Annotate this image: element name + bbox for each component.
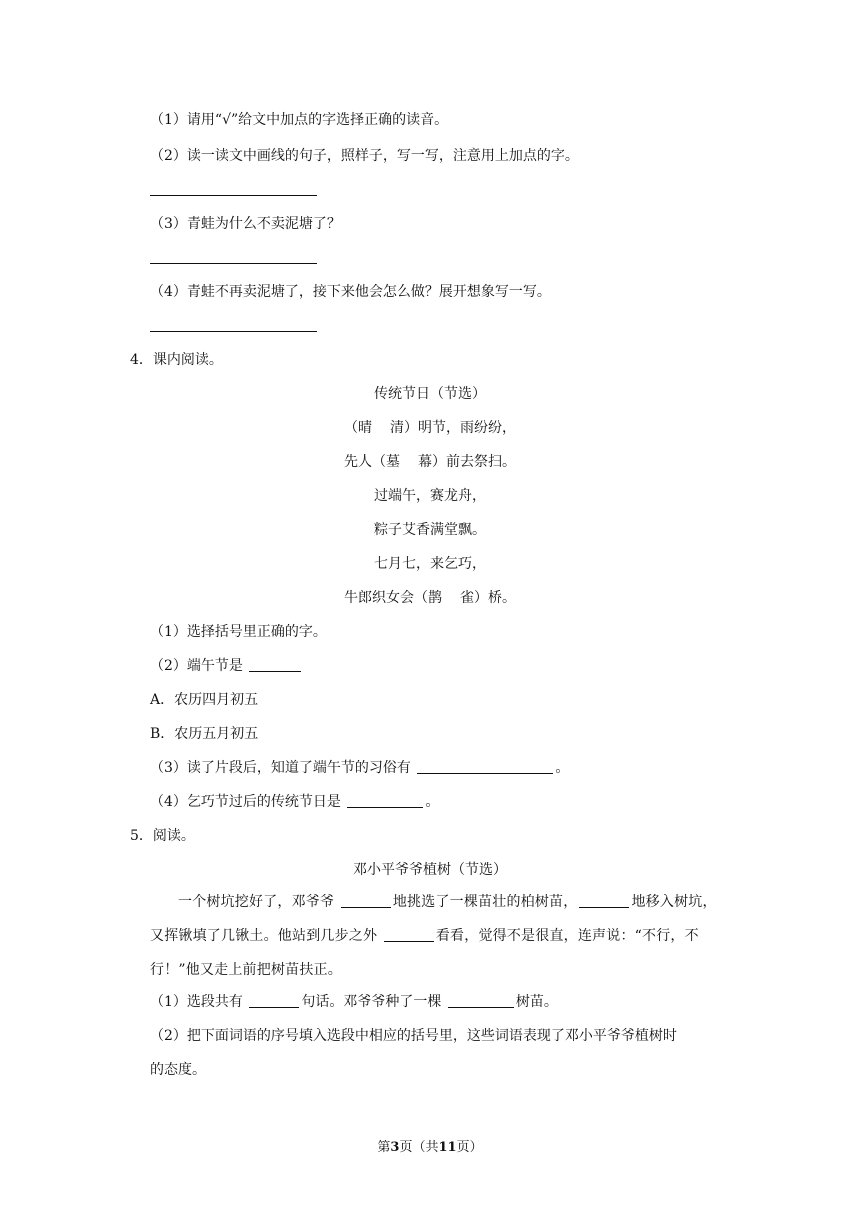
q4-sub3-text: （3）读了片段后，知道了端午节的习俗有 <box>150 760 411 776</box>
passage-text: 地移入树坑， <box>631 894 717 910</box>
passage-line-3: 行！”他又走上前把树苗扶正。 <box>150 962 342 978</box>
poem-line-4: 粽子艾香满堂飘。 <box>374 522 486 538</box>
q4-sub1: （1）选择括号里正确的字。 <box>150 624 327 640</box>
q3-sub2: （2）读一读文中画线的句子，照样子，写一写，注意用上加点的字。 <box>150 148 579 164</box>
q5-sub1 <box>150 992 558 1012</box>
passage-line-2 <box>150 926 699 946</box>
q3-sub1: （1）请用“√”给文中加点的字选择正确的读音。 <box>150 112 449 128</box>
page-number: 3 <box>390 1140 400 1155</box>
answer-blank[interactable] <box>347 793 423 808</box>
page-total: 11 <box>438 1140 457 1155</box>
q5-sub2: （2）把下面词语的序号填入选段中相应的括号里，这些词语表现了邓小平爷爷植树时 <box>150 1028 677 1044</box>
poem-line-3: 过端午，赛龙舟， <box>374 488 486 504</box>
passage-line-1 <box>178 892 717 912</box>
q4-heading: 4．课内阅读。 <box>130 352 223 368</box>
q5-sub1-text: 树苗。 <box>515 994 558 1010</box>
footer-text: 页） <box>456 1140 483 1155</box>
q4-sub3-end: 。 <box>555 760 570 776</box>
footer-text: 页（共 <box>399 1140 439 1155</box>
q3-sub4: （4）青蛙不再卖泥塘了，接下来他会怎么做？展开想象写一写。 <box>150 284 551 300</box>
answer-line[interactable] <box>150 263 317 264</box>
passage-title: 邓小平爷爷植树（节选） <box>353 862 507 878</box>
poem-title: 传统节日（节选） <box>374 386 486 402</box>
poem-line-2-choice: 先人（墓 <box>344 454 400 470</box>
q3-sub3: （3）青蛙为什么不卖泥塘了？ <box>150 216 341 232</box>
answer-blank[interactable] <box>341 893 391 908</box>
q4-sub4 <box>150 792 439 812</box>
answer-line[interactable] <box>150 195 317 196</box>
answer-blank[interactable] <box>448 993 514 1008</box>
answer-line[interactable] <box>150 331 317 332</box>
passage-text: 看看，觉得不是很直，连声说：“不行，不 <box>435 928 699 944</box>
answer-blank[interactable] <box>249 657 301 672</box>
poem-line-1-rest: 清）明节，雨纷纷， <box>390 420 516 436</box>
answer-blank[interactable] <box>249 993 299 1008</box>
q5-sub1-text: （1）选段共有 <box>150 994 243 1010</box>
option-a[interactable]: A．农历四月初五 <box>150 692 259 708</box>
poem-line-6 <box>0 588 860 608</box>
passage-text: 又挥锹填了几锹土。他站到几步之外 <box>150 928 378 944</box>
poem-line-2-rest: 幕）前去祭扫。 <box>418 454 516 470</box>
passage-text: 地挑选了一棵苗壮的柏树苗， <box>392 894 578 910</box>
q4-sub4-text: （4）乞巧节过后的传统节日是 <box>150 794 341 810</box>
poem-line-2 <box>0 452 860 472</box>
passage-text: 一个树坑挖好了，邓爷爷 <box>178 894 335 910</box>
poem-line-1-choice: （晴 <box>344 420 372 436</box>
poem-line-1 <box>0 418 860 438</box>
page-footer <box>0 1138 860 1158</box>
q5-sub1-text: 句话。邓爷爷种了一棵 <box>301 994 442 1010</box>
poem-line-5: 七月七，来乞巧， <box>374 556 486 572</box>
answer-blank[interactable] <box>579 893 629 908</box>
q4-sub2 <box>150 656 303 676</box>
footer-text: 第 <box>377 1140 391 1155</box>
option-b[interactable]: B．农历五月初五 <box>150 726 259 742</box>
q4-sub4-end: 。 <box>425 794 440 810</box>
q5-heading: 5．阅读。 <box>130 828 195 844</box>
poem-line-6-choice: 牛郎织女会（鹊 <box>344 590 442 606</box>
q4-sub3 <box>150 758 569 778</box>
answer-blank[interactable] <box>384 927 434 942</box>
poem-line-6-rest: 雀）桥。 <box>460 590 516 606</box>
q5-sub2-cont: 的态度。 <box>150 1062 206 1078</box>
answer-blank[interactable] <box>417 759 553 774</box>
q4-sub2-text: （2）端午节是 <box>150 658 243 674</box>
